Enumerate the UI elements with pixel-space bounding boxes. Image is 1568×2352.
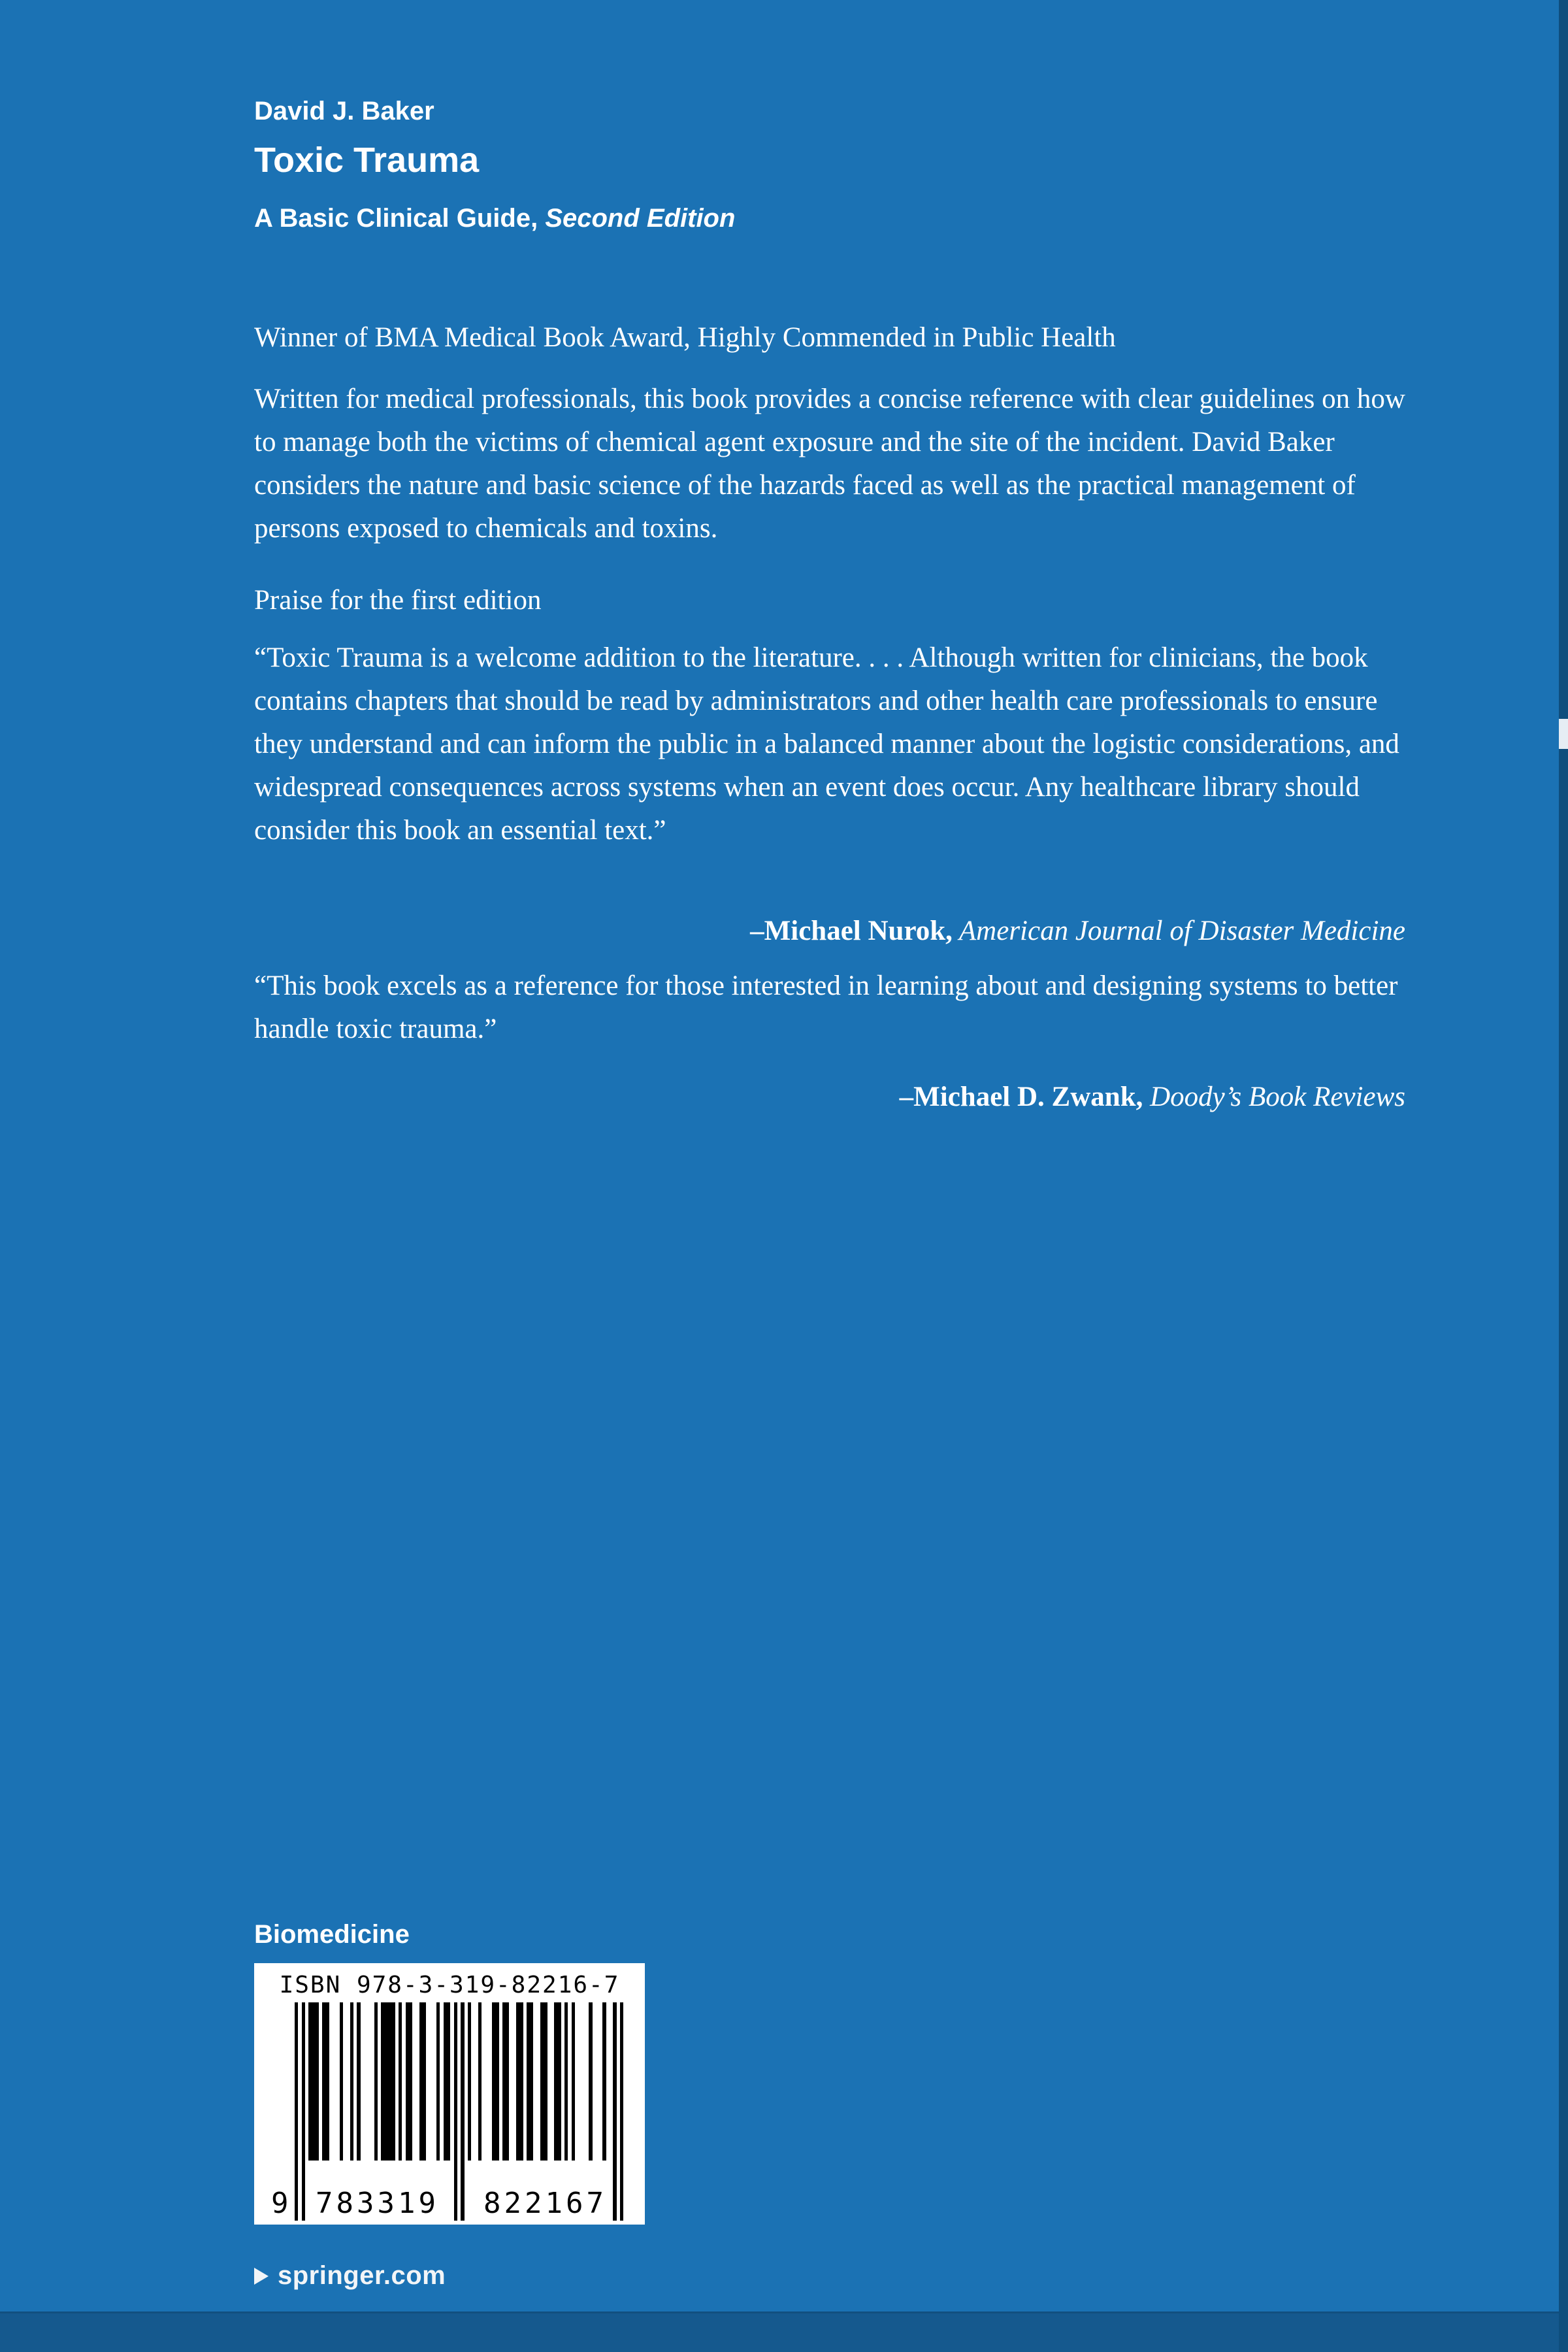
review-source-1: American Journal of Disaster Medicine [952, 916, 1405, 946]
description-paragraph: Written for medical professionals, this book provides a concise reference with clear guidelines on how to manage both the victims of chemical agent exposure and the site of the incident. David Baker considers the nature and basic science of the hazards faced as well as the practical management of persons exposed to chemicals and toxins. [254, 384, 1405, 544]
publisher-url: springer.com [278, 2261, 446, 2290]
barcode-bars-wrap [270, 2002, 629, 2221]
review-attribution-2 [254, 1076, 1405, 1119]
subtitle-edition: Second Edition [545, 204, 736, 233]
review-quote-2: “This book excels as a reference for those interested in learning about and designing systems to better handle toxic trauma.” [254, 970, 1398, 1044]
author-name: David J. Baker [254, 97, 434, 125]
category-label: Biomedicine [254, 1920, 410, 1949]
award-line: Winner of BMA Medical Book Award, Highly Commended in Public Health [254, 322, 1116, 353]
book-bottom-edge [0, 2311, 1568, 2352]
springer-arrow-icon [254, 2268, 269, 2285]
isbn-label: ISBN 978-3-319-82216-7 [279, 1972, 620, 1998]
book-title: Toxic Trauma [254, 141, 480, 180]
barcode-digit-lead: 9 [271, 2187, 289, 2220]
review-quote-1: “Toxic Trauma is a welcome addition to the literature. . . . Although written for clinicians, the book contains chapters that should be read by administrators and other health care professionals to ensure they understand and can inform the public in a balanced manner about the logistic considerations, and widespread consequences across systems when an event does occur. Any healthcare library should consider this book an essential text.” [254, 642, 1399, 846]
barcode-digits [270, 2188, 629, 2219]
publisher-line [254, 2261, 446, 2291]
book-right-edge [1559, 0, 1568, 2352]
barcode-digits-right-group: 822167 [483, 2187, 607, 2220]
review-source-2: Doody’s Book Reviews [1143, 1082, 1405, 1112]
subtitle-text: A Basic Clinical Guide, [254, 204, 546, 233]
edge-notch [1559, 719, 1568, 749]
praise-heading: Praise for the first edition [254, 585, 542, 616]
reviewer-name-1: –Michael Nurok, [750, 916, 953, 946]
review-attribution-1 [254, 910, 1405, 953]
barcode-digits-left-group: 783319 [316, 2187, 439, 2220]
reviewer-name-2: –Michael D. Zwank, [899, 1082, 1143, 1112]
isbn-barcode-panel [254, 1963, 645, 2225]
book-subtitle [254, 203, 735, 234]
